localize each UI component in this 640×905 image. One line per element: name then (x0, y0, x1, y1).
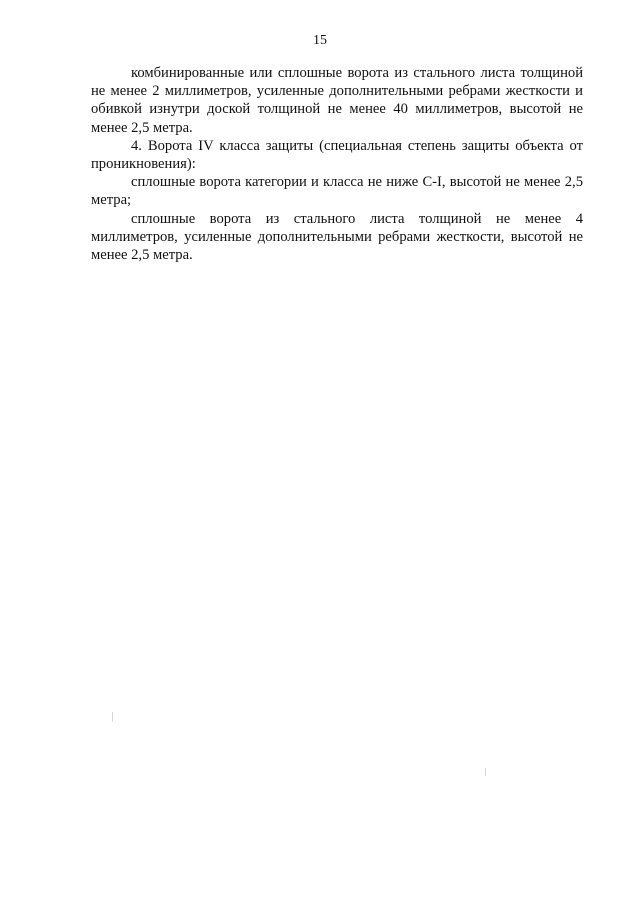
paragraph-solid-steel-gates: сплошные ворота из стального листа толщиной не менее 4 миллиметров, усиленные дополнительными ребрами жесткости, высотой не менее 2,5 метра. (91, 210, 583, 264)
paragraph-class-iv-heading: 4. Ворота IV класса защиты (специальная степень защиты объекта от проникновения): (91, 137, 583, 173)
paragraph-solid-gates-c1: сплошные ворота категории и класса не ниже C-I, высотой не менее 2,5 метра; (91, 174, 583, 209)
page-number: 15 (313, 33, 327, 48)
scan-speck (485, 768, 486, 776)
paragraph-combined-gates: комбинированные или сплошные ворота из стального листа толщиной не менее 2 миллиметров, усиленные дополнительными ребрами жесткости и обивкой изнутри доской толщиной не менее 40 миллиметров, высотой не менее 2,5 метра. (91, 65, 583, 136)
document-body (91, 64, 583, 264)
scan-speck (112, 712, 113, 722)
